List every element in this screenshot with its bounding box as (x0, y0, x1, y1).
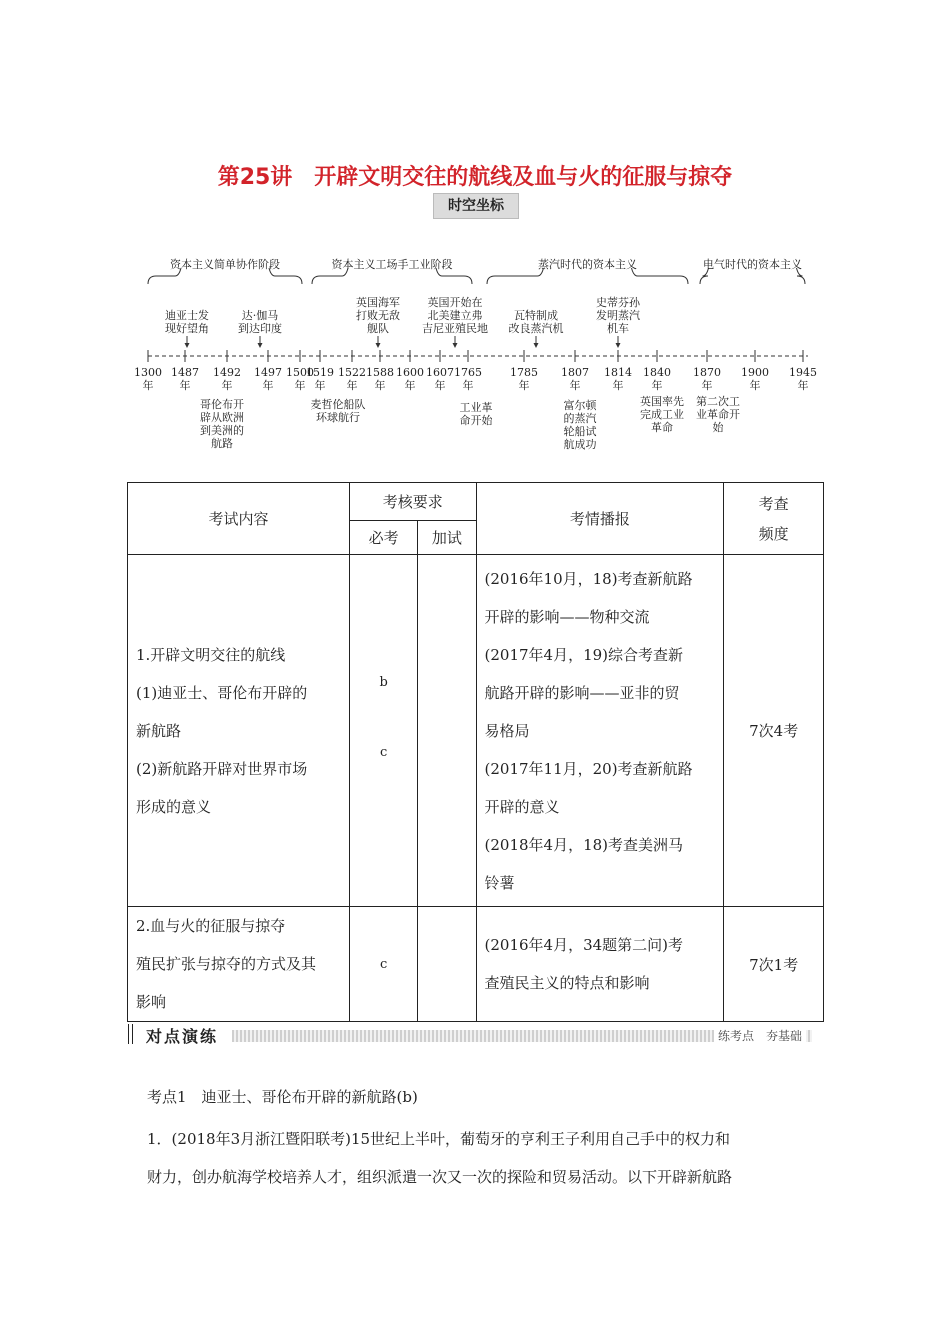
event-above-text: 瓦特制成 (514, 309, 558, 322)
event-below-text: 第二次工 (696, 395, 740, 408)
event-below-text: 到美洲的 (200, 424, 244, 437)
year-label: 1765 (454, 366, 482, 379)
year-label: 1487 (171, 366, 199, 379)
year-suffix: 年 (404, 379, 416, 392)
year-label: 1814 (604, 366, 632, 379)
event-below-text: 轮船试 (563, 425, 597, 438)
stage-label: 资本主义简单协作阶段 (170, 258, 280, 271)
header-frequency-line1: 考查 (758, 494, 789, 513)
year-suffix: 年 (462, 379, 474, 392)
event-above-text: 英国开始在 (427, 296, 483, 309)
row1-content-line: 1.开辟文明交往的航线 (136, 645, 286, 664)
event-below-text: 哥伦布开 (200, 398, 244, 411)
practice-banner (128, 1024, 812, 1046)
timeline-stages (148, 257, 805, 284)
year-label: 1492 (213, 366, 241, 379)
row2-content-line: 影响 (136, 993, 167, 1011)
event-above-text: 到达印度 (238, 322, 282, 335)
question-line: 1．(2018年3月浙江暨阳联考)15世纪上半叶，葡萄牙的亨利王子利用自己手中的权力和 (147, 1130, 731, 1148)
practice-subtitle: 练考点 夯基础 (714, 1027, 806, 1044)
year-suffix: 年 (294, 379, 306, 392)
row1-report-line: 易格局 (484, 721, 530, 740)
year-label: 1870 (693, 366, 721, 379)
event-below-text: 革命 (651, 421, 673, 434)
event-below-text: 环球航行 (316, 411, 360, 424)
event-below-text: 始 (712, 421, 724, 434)
header-report: 考情播报 (476, 483, 724, 555)
row2-frequency: 7次1考 (724, 907, 824, 1022)
year-label: 1607 (426, 366, 454, 379)
year-label: 1785 (510, 366, 538, 379)
header-requirement: 考核要求 (350, 483, 476, 521)
event-arrowhead (185, 343, 190, 348)
year-suffix: 年 (797, 379, 809, 392)
timeline-events-below (200, 394, 740, 451)
row2-content-line: 殖民扩张与掠夺的方式及其 (136, 955, 317, 973)
row1-must (350, 555, 418, 907)
year-label: 1497 (254, 366, 282, 379)
row2-report (476, 907, 724, 1022)
section-badge: 时空坐标 (433, 193, 519, 219)
event-arrowhead (453, 343, 458, 348)
stage-label: 电气时代的资本主义 (703, 258, 802, 271)
year-suffix: 年 (179, 379, 191, 392)
year-label: 1522 (338, 366, 366, 379)
row1-must-b: b (379, 675, 388, 690)
event-above-text: 迪亚士发 (165, 309, 209, 322)
row2-content-line: 2.血与火的征服与掠夺 (136, 917, 286, 935)
header-frequency-line2: 频度 (758, 524, 789, 543)
year-suffix: 年 (374, 379, 386, 392)
row2-must: c (350, 907, 418, 1022)
header-content: 考试内容 (128, 483, 350, 555)
row1-content-line: (1)迪亚士、哥伦布开辟的 (136, 683, 308, 702)
year-suffix: 年 (142, 379, 154, 392)
practice-label: 对点演练 (146, 1027, 219, 1046)
timeline-events-above (165, 295, 641, 348)
year-suffix: 年 (569, 379, 581, 392)
event-below-text: 完成工业 (640, 408, 684, 421)
header-must: 必考 (350, 521, 418, 555)
year-label: 1519 (306, 366, 334, 379)
event-above-text: 英国海军 (356, 296, 400, 309)
year-label: 1300 (134, 366, 162, 379)
row1-must-c: c (379, 745, 388, 760)
event-above-text: 改良蒸汽机 (508, 322, 564, 335)
event-below-text: 辟从欧洲 (200, 411, 244, 424)
row2-report-line: (2016年4月，34题第二问)考 (484, 936, 684, 954)
event-arrowhead (616, 343, 621, 348)
row1-content-line: 新航路 (136, 721, 182, 740)
banner-edge (128, 1024, 133, 1044)
header-frequency (724, 483, 824, 555)
event-above-text: 吉尼亚殖民地 (422, 322, 488, 335)
row1-content (128, 555, 350, 907)
row1-frequency: 7次4考 (724, 555, 824, 907)
year-suffix: 年 (314, 379, 326, 392)
row1-extra (418, 555, 476, 907)
year-label: 1945 (789, 366, 817, 379)
event-arrowhead (258, 343, 263, 348)
event-above-text: 机车 (607, 322, 629, 335)
row1-report-line: (2018年4月，18)考查美洲马 (484, 835, 684, 854)
year-suffix: 年 (434, 379, 446, 392)
row1-report-line: 铃薯 (484, 873, 515, 892)
year-suffix: 年 (346, 379, 358, 392)
row1-content-line: 形成的意义 (136, 797, 212, 816)
row1-report-line: (2017年11月，20)考查新航路 (484, 759, 693, 778)
event-arrowhead (534, 343, 539, 348)
event-above-text: 发明蒸汽 (596, 309, 640, 322)
stage-label: 蒸汽时代的资本主义 (538, 258, 637, 271)
row1-report-line: 开辟的影响——物种交流 (484, 607, 650, 626)
timeline-ticks (134, 350, 817, 392)
year-label: 1840 (643, 366, 671, 379)
row1-report (476, 555, 724, 907)
event-below-text: 富尔顿 (563, 399, 597, 412)
year-suffix: 年 (262, 379, 274, 392)
row2-report-line: 查殖民主义的特点和影响 (484, 974, 650, 992)
event-below-text: 业革命开 (696, 408, 740, 421)
event-below-text: 航成功 (563, 438, 597, 451)
event-below-text: 英国率先 (640, 395, 684, 408)
event-below-text: 工业革 (459, 401, 493, 414)
event-above-text: 现好望角 (165, 322, 209, 335)
year-label: 1900 (741, 366, 769, 379)
year-suffix: 年 (701, 379, 713, 392)
year-suffix: 年 (749, 379, 761, 392)
year-suffix: 年 (651, 379, 663, 392)
row1-content-line: (2)新航路开辟对世界市场 (136, 759, 308, 778)
event-above-text: 达·伽马 (241, 309, 279, 322)
row2-content (128, 907, 350, 1022)
question-text (147, 1120, 815, 1196)
event-below-text: 航路 (211, 437, 233, 450)
event-above-text: 打败无敌 (356, 309, 400, 322)
row1-report-line: 航路开辟的影响——亚非的贸 (484, 683, 680, 702)
row1-report-line: 开辟的意义 (484, 797, 560, 816)
page-title: 第25讲 开辟文明交往的航线及血与火的征服与掠夺 (217, 165, 733, 190)
event-below-text: 的蒸汽 (563, 412, 597, 425)
row1-report-line: (2016年10月，18)考查新航路 (484, 569, 693, 588)
event-above-text: 史蒂芬孙 (596, 296, 640, 309)
exam-table (127, 482, 824, 1022)
year-label: 1500 (286, 366, 314, 379)
event-below-text: 命开始 (459, 414, 493, 427)
event-below-text: 麦哲伦船队 (310, 398, 366, 411)
question-line: 财力，创办航海学校培养人才，组织派遣一次又一次的探险和贸易活动。以下开辟新航路 (147, 1168, 733, 1186)
stage-label: 资本主义工场手工业阶段 (331, 258, 453, 271)
year-suffix: 年 (612, 379, 624, 392)
year-label: 1807 (561, 366, 589, 379)
event-above-text: 北美建立弗 (427, 309, 483, 322)
year-label: 1588 (366, 366, 394, 379)
event-above-text: 舰队 (367, 322, 389, 335)
year-suffix: 年 (518, 379, 530, 392)
row2-extra (418, 907, 476, 1022)
event-arrowhead (376, 343, 381, 348)
row1-report-line: (2017年4月，19)综合考查新 (484, 645, 684, 664)
point-heading: 考点1 迪亚士、哥伦布开辟的新航路(b) (147, 1088, 418, 1106)
year-label: 1600 (396, 366, 424, 379)
timeline-chart (0, 0, 950, 470)
header-extra: 加试 (418, 521, 476, 555)
year-suffix: 年 (221, 379, 233, 392)
